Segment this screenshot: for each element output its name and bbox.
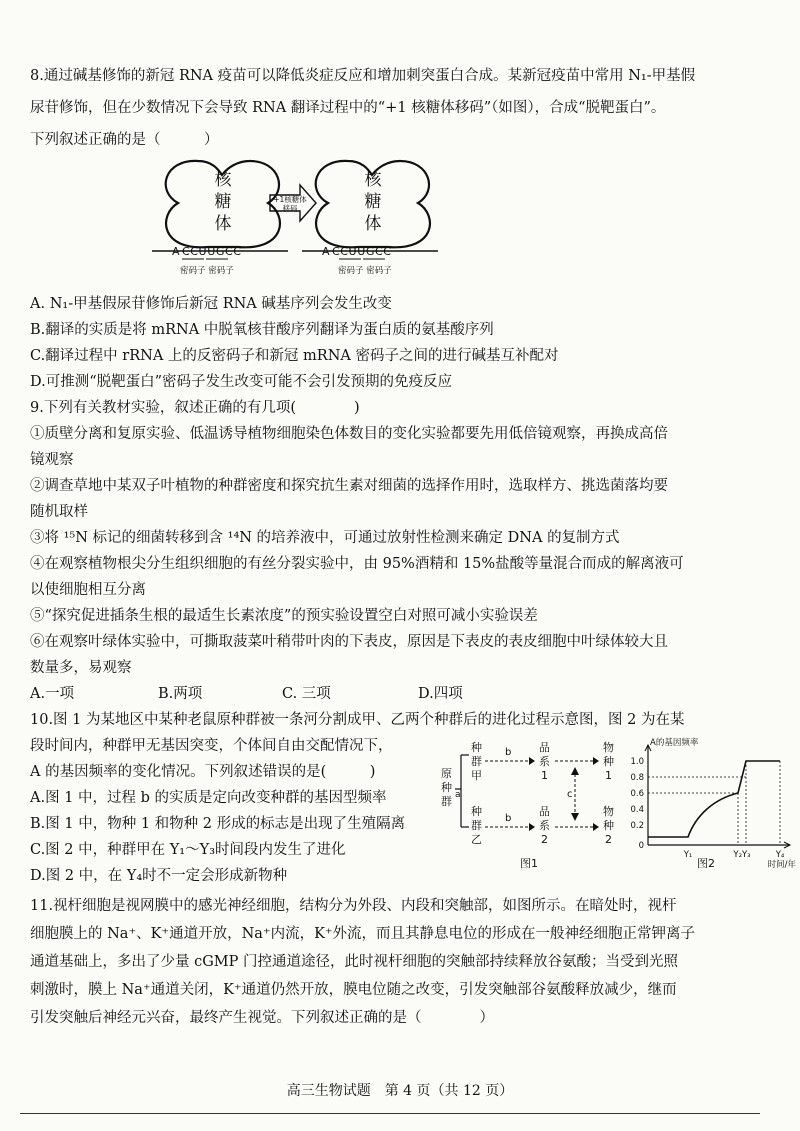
fig2-ytick-0.8: 0.8 <box>630 773 644 783</box>
q9-item-6b: 数量多，易观察 <box>30 660 132 676</box>
codon-label-right: 密码子 密码子 <box>338 266 392 276</box>
q8-stem-line3: 下列叙述正确的是（ ） <box>30 132 219 148</box>
fig2-xtick-y2y3: Y₂Y₃ <box>733 850 751 860</box>
fig1-variety2-1: 品 <box>539 805 550 818</box>
fig1-variety2-2: 系 <box>539 819 550 832</box>
fig2-title: A的基因频率 <box>650 738 699 748</box>
q11-line5: 引发突触后神经元兴奋，最终产生视觉。下列叙述正确的是（ ） <box>30 1010 494 1026</box>
fig1-label-b-bottom: b <box>505 813 512 824</box>
ribosome-right-char3: 体 <box>364 214 382 234</box>
q9-item-3: ③将 ¹⁵N 标记的细菌转移到含 ¹⁴N 的培养液中，可通过放射性检测来确定 DNA 的复制方式 <box>30 530 620 546</box>
fig1-species2-3: 2 <box>605 833 612 846</box>
q8-option-a: A. N₁-甲基假尿苷修饰后新冠 RNA 碱基序列会发生改变 <box>30 296 392 312</box>
fig1-species2-2: 种 <box>603 819 614 832</box>
q8-option-c: C.翻译过程中 rRNA 上的反密码子和新冠 mRNA 密码子之间的进行碱基互补配对 <box>30 348 559 364</box>
footer-rule <box>20 1113 760 1114</box>
fig2-xlabel: 时间/年 <box>767 860 796 870</box>
fig1-label-a: a <box>455 790 461 800</box>
fig1-label-c: c <box>567 789 573 800</box>
q9-item-4a: ④在观察植物根尖分生组织细胞的有丝分裂实验中，由 95%酒精和 15%盐酸等量混合而成的解离液可 <box>30 556 684 572</box>
fig1-pop-a-2: 群 <box>471 755 482 768</box>
fig1-pop-b-2: 群 <box>471 819 482 832</box>
ribosome-right-char1: 核 <box>364 170 382 190</box>
fig2-ytick-0: 0 <box>638 841 644 851</box>
arrow-label-line2: 移码 <box>282 204 298 213</box>
codon-label-left: 密码子 密码子 <box>180 266 234 276</box>
q9-option-c: C. 三项 <box>282 686 331 702</box>
fig1-caption: 图1 <box>520 857 538 870</box>
fig1-arrowhead-bottom <box>593 823 599 831</box>
fig2-ytick-0.2: 0.2 <box>630 821 644 831</box>
q9-option-d: D.四项 <box>418 686 463 702</box>
q9-option-a: A.一项 <box>30 686 75 702</box>
fig1-species1-3: 1 <box>605 769 612 782</box>
ribosome-left-char3: 体 <box>214 214 232 234</box>
q10-stem-line1: 10.图 1 为某地区中某种老鼠原种群被一条河分割成甲、乙两个种群后的进化过程示意图，图 2 为在某 <box>30 712 685 728</box>
q9-item-1b: 镜观察 <box>30 452 74 468</box>
fig1-pop-b-3: 乙 <box>471 833 482 846</box>
fig2-ytick-1.0: 1.0 <box>630 757 644 767</box>
fig1-arrowhead-top <box>593 757 599 765</box>
fig2-xtick-y1: Y₁ <box>683 850 693 860</box>
fig1-label-b-top: b <box>505 747 512 758</box>
fig2-ytick-0.6: 0.6 <box>630 789 644 799</box>
q9-stem: 9.下列有关教材实验，叙述正确的有几项( ) <box>30 400 360 416</box>
ribosome-left-char1: 核 <box>214 170 232 190</box>
q10-stem-line2: 段时间内，种群甲无基因突变，个体间自由交配情况下， <box>30 738 393 754</box>
q8-option-d: D.可推测“脱靶蛋白”密码子发生改变可能不会引发预期的免疫反应 <box>30 374 453 390</box>
gene-frequency-chart-fig2 <box>630 735 800 875</box>
fig1-arrowhead-b-bottom <box>529 823 535 831</box>
q11-line4: 刺激时，膜上 Na⁺通道关闭，K⁺通道仍然开放，膜电位随之改变，引发突触部谷氨酸释放减少，继而 <box>30 982 677 998</box>
q10-option-d: D.图 2 中，在 Y₄时不一定会形成新物种 <box>30 868 288 884</box>
fig1-species1-1: 物 <box>603 741 614 754</box>
fig1-original-1: 原 <box>441 767 452 780</box>
arrow-label-line1: +1核糖体 <box>273 195 307 204</box>
fig2-frequency-curve <box>648 761 780 837</box>
q8-option-b: B.翻译的实质是将 mRNA 中脱氧核苷酸序列翻译为蛋白质的氨基酸序列 <box>30 322 494 338</box>
fig1-variety1-3: 1 <box>541 769 548 782</box>
mrna-right-prefix: A <box>322 245 330 258</box>
fig1-arrowhead-c-up <box>571 767 579 775</box>
mrna-left-prefix: A <box>172 245 180 258</box>
q8-stem-line2: 尿苷修饰，但在少数情况下会导致 RNA 翻译过程中的“+1 核糖体移码”（如图），合成“脱靶蛋白”。 <box>30 100 666 116</box>
q9-item-4b: 以使细胞相互分离 <box>30 582 146 598</box>
speciation-diagram-fig1 <box>433 735 631 875</box>
q10-option-b: B.图 1 中，物种 1 和物种 2 形成的标志是出现了生殖隔离 <box>30 816 406 832</box>
fig1-pop-b-1: 种 <box>471 805 482 818</box>
q9-option-b: B.两项 <box>158 686 203 702</box>
fig1-arrowhead-b-top <box>529 757 535 765</box>
fig1-pop-a-1: 种 <box>471 741 482 754</box>
fig1-variety1-2: 系 <box>539 755 550 768</box>
q10-option-a: A.图 1 中，过程 b 的实质是定向改变种群的基因型频率 <box>30 790 387 806</box>
q9-item-6a: ⑥在观察叶绿体实验中，可撕取菠菜叶稍带叶肉的下表皮，原因是下表皮的表皮细胞中叶绿体较大且 <box>30 634 668 650</box>
fig1-species2-1: 物 <box>603 805 614 818</box>
ribosome-right-char2: 糖 <box>364 192 382 212</box>
mrna-left-sequence: CCUUGCC <box>182 245 242 258</box>
q8-stem-line1: 8.通过碱基修饰的新冠 RNA 疫苗可以降低炎症反应和增加刺突蛋白合成。某新冠疫苗中常用 N₁-甲基假 <box>30 68 696 84</box>
q9-item-2b: 随机取样 <box>30 504 88 520</box>
fig1-original-3: 群 <box>441 795 452 808</box>
fig1-arrowhead-c-down <box>571 813 579 821</box>
q11-line1: 11.视杆细胞是视网膜中的感光神经细胞，结构分为外段、内段和突触部，如图所示。在暗处时，视杆 <box>30 898 677 914</box>
fig1-variety2-3: 2 <box>541 833 548 846</box>
fig2-ytick-0.4: 0.4 <box>630 805 644 815</box>
q9-item-5: ⑤“探究促进插条生根的最适生长素浓度”的预实验设置空白对照可减小实验误差 <box>30 608 538 624</box>
q9-item-1a: ①质壁分离和复原实验、低温诱导植物细胞染色体数目的变化实验都要先用低倍镜观察，再换成高倍 <box>30 426 668 442</box>
fig1-variety1-1: 品 <box>539 741 550 754</box>
q11-line3: 通道基础上，多出了少量 cGMP 门控通道途径，此时视杆细胞的突触部持续释放谷氨酸；当受到光照 <box>30 954 679 970</box>
fig1-original-2: 种 <box>441 781 452 794</box>
mrna-right-sequence: CCUUGCC <box>332 245 392 258</box>
page-footer: 高三生物试题 第 4 页（共 12 页） <box>286 1083 514 1099</box>
q11-line2: 细胞膜上的 Na⁺、K⁺通道开放，Na⁺内流，K⁺外流，而且其静息电位的形成在一般神经细胞正常钾离子 <box>30 926 696 942</box>
q10-option-c: C.图 2 中，种群甲在 Y₁～Y₃时间段内发生了进化 <box>30 842 346 858</box>
ribosome-left-char2: 糖 <box>214 192 232 212</box>
fig2-xtick-y4: Y₄ <box>775 850 785 860</box>
fig1-species1-2: 种 <box>603 755 614 768</box>
q10-stem-line3: A 的基因频率的变化情况。下列叙述错误的是( ) <box>30 764 376 780</box>
fig1-pop-a-3: 甲 <box>471 769 482 782</box>
ribosome-frameshift-figure <box>150 155 440 285</box>
fig2-caption: 图2 <box>697 857 715 870</box>
q9-item-2a: ②调查草地中某双子叶植物的种群密度和探究抗生素对细菌的选择作用时，选取样方、挑选菌落均要 <box>30 478 668 494</box>
